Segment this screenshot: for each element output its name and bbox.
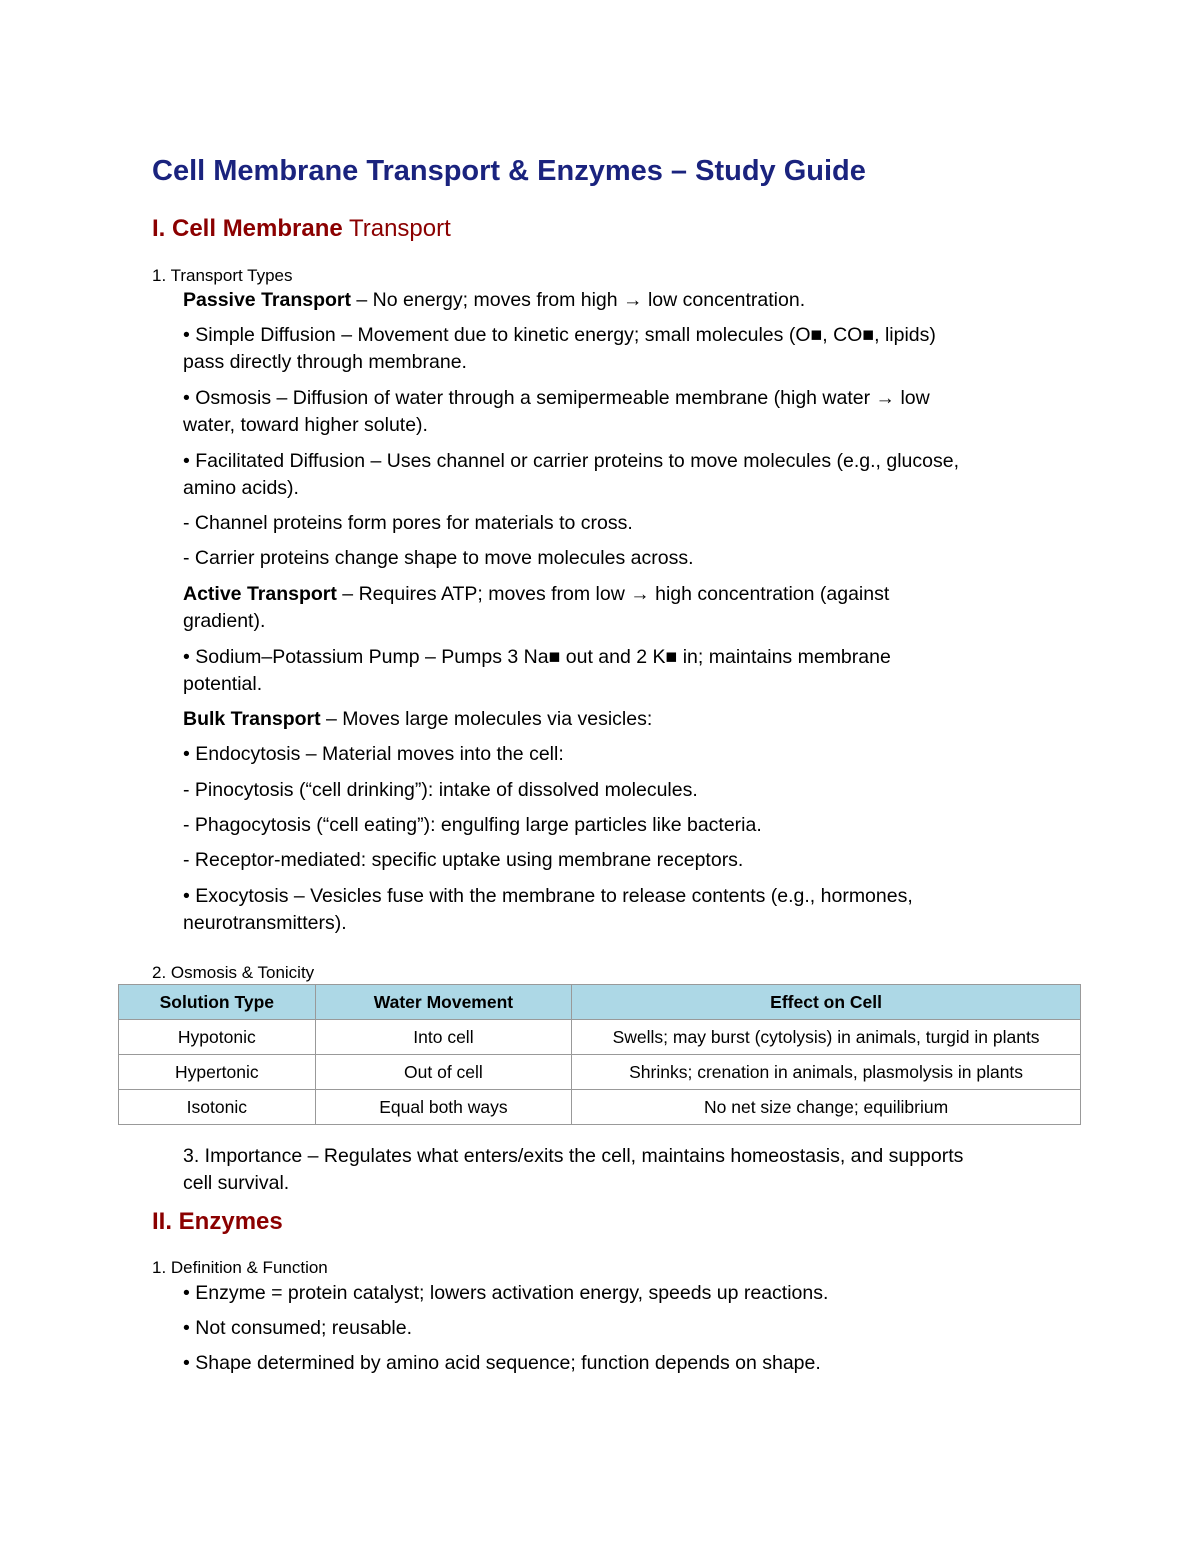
exocytosis-line-1: • Exocytosis – Vesicles fuse with the membrane to release contents (e.g., hormones, [183,885,913,907]
table-cell: No net size change; equilibrium [572,1090,1081,1125]
table-header: Water Movement [315,985,572,1020]
table-cell: Isotonic [119,1090,316,1125]
endocytosis-line: • Endocytosis – Material moves into the cell: [183,743,564,765]
enzyme-bullet-1: • Enzyme = protein catalyst; lowers activation energy, speeds up reactions. [183,1282,829,1304]
table-cell: Hypotonic [119,1020,316,1055]
passive-transport-label: Passive Transport [183,289,351,311]
facilitated-diffusion-line-1: • Facilitated Diffusion – Uses channel or carrier proteins to move molecules (e.g., glucose, [183,450,959,472]
tonicity-table [118,984,1081,1125]
passive-transport-line [183,287,805,314]
table-cell: Hypertonic [119,1055,316,1090]
subheading-osmosis-tonicity: 2. Osmosis & Tonicity [152,963,315,982]
table-header: Effect on Cell [572,985,1081,1020]
pinocytosis-line: - Pinocytosis (“cell drinking”): intake of dissolved molecules. [183,779,698,801]
osmosis-line-2: water, toward higher solute). [183,414,428,436]
facilitated-diffusion-line-2: amino acids). [183,477,299,499]
exocytosis-line-2: neurotransmitters). [183,912,347,934]
section-heading-rest: Transport [342,215,451,242]
table-cell: Out of cell [315,1055,572,1090]
table-header-row [119,985,1081,1020]
receptor-mediated-line: - Receptor-mediated: specific uptake using membrane receptors. [183,849,744,871]
table-row [119,1055,1081,1090]
active-transport-text: – Requires ATP; moves from low → high concentration (against [336,583,890,605]
table-row [119,1020,1081,1055]
enzyme-bullet-2: • Not consumed; reusable. [183,1317,413,1339]
table-header: Solution Type [119,985,316,1020]
section-heading-transport [152,215,451,243]
osmosis-line-1: • Osmosis – Diffusion of water through a semipermeable membrane (high water → low [183,387,930,409]
table-cell: Swells; may burst (cytolysis) in animals, turgid in plants [572,1020,1081,1055]
phagocytosis-line: - Phagocytosis (“cell eating”): engulfing large particles like bacteria. [183,814,762,836]
table-cell: Equal both ways [315,1090,572,1125]
carrier-proteins-line: - Carrier proteins change shape to move molecules across. [183,547,694,569]
passive-transport-text: – No energy; moves from high → low concentration. [351,289,806,311]
subheading-transport-types: 1. Transport Types [152,266,293,285]
subheading-definition-function: 1. Definition & Function [152,1258,328,1277]
table-row [119,1090,1081,1125]
sodium-potassium-pump-line-2: potential. [183,673,263,695]
bulk-transport-text: – Moves large molecules via vesicles: [320,708,653,730]
active-transport-line-1 [183,581,889,608]
importance-line-2: cell survival. [183,1172,290,1194]
bulk-transport-label: Bulk Transport [183,708,321,730]
simple-diffusion-line-1: • Simple Diffusion – Movement due to kinetic energy; small molecules (O■, CO■, lipids) [183,324,936,346]
bulk-transport-line [183,706,652,733]
enzyme-bullet-3: • Shape determined by amino acid sequence; function depends on shape. [183,1352,821,1374]
section-heading-bold: I. Cell Membrane [152,215,343,242]
section-heading-enzymes: II. Enzymes [152,1208,283,1235]
importance-line-1: 3. Importance – Regulates what enters/exits the cell, maintains homeostasis, and supports [183,1145,964,1167]
active-transport-label: Active Transport [183,583,337,605]
channel-proteins-line: - Channel proteins form pores for materials to cross. [183,512,633,534]
sodium-potassium-pump-line-1: • Sodium–Potassium Pump – Pumps 3 Na■ out and 2 K■ in; maintains membrane [183,646,891,668]
active-transport-line-2: gradient). [183,610,266,632]
page-title: Cell Membrane Transport & Enzymes – Study Guide [152,155,866,187]
simple-diffusion-line-2: pass directly through membrane. [183,351,467,373]
table-cell: Shrinks; crenation in animals, plasmolysis in plants [572,1055,1081,1090]
table-cell: Into cell [315,1020,572,1055]
